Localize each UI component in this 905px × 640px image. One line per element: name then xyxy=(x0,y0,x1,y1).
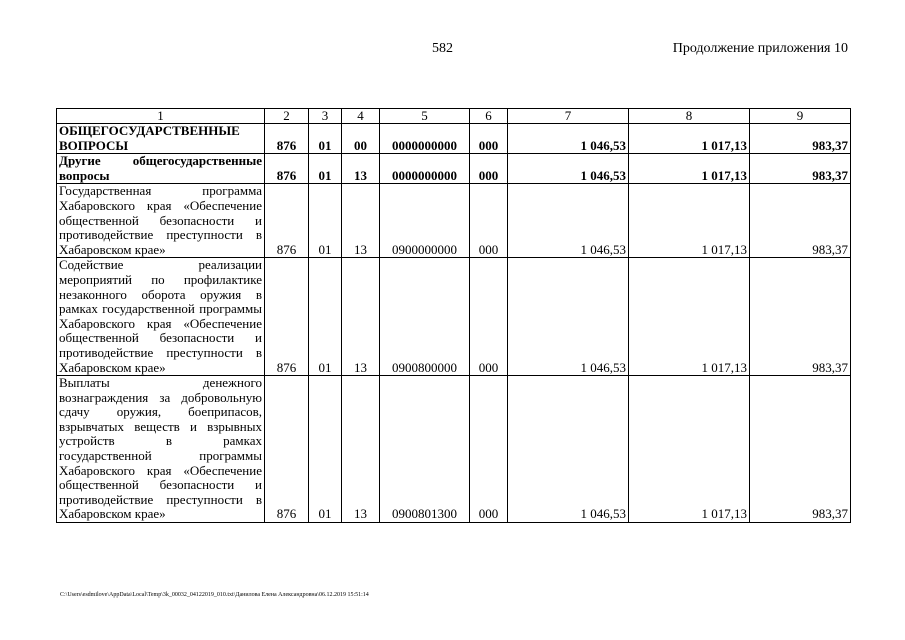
expense-type-cell: 000 xyxy=(470,154,508,184)
subsection-code-cell: 00 xyxy=(342,124,380,154)
column-number-row xyxy=(57,109,851,124)
section-code-cell: 01 xyxy=(309,258,342,376)
table-row xyxy=(57,184,851,258)
column-header: 4 xyxy=(342,109,380,124)
target-article-cell: 0000000000 xyxy=(380,124,470,154)
column-header: 8 xyxy=(629,109,750,124)
amount-year2-cell: 1 017,13 xyxy=(629,258,750,376)
column-header: 1 xyxy=(57,109,265,124)
row-name-cell: Государственная программа Хабаровского края «Обеспечение общественной безопасности и противодействие преступности в Хабаровском крае» xyxy=(57,184,265,258)
subsection-code-cell: 13 xyxy=(342,376,380,523)
column-header: 9 xyxy=(750,109,851,124)
amount-year1-cell: 1 046,53 xyxy=(508,124,629,154)
grbs-code-cell: 876 xyxy=(265,258,309,376)
budget-table xyxy=(56,108,851,523)
subsection-code-cell: 13 xyxy=(342,258,380,376)
column-header: 2 xyxy=(265,109,309,124)
grbs-code-cell: 876 xyxy=(265,376,309,523)
column-header: 5 xyxy=(380,109,470,124)
amount-year2-cell: 1 017,13 xyxy=(629,184,750,258)
table-row xyxy=(57,154,851,184)
column-header: 7 xyxy=(508,109,629,124)
grbs-code-cell: 876 xyxy=(265,124,309,154)
target-article-cell: 0900800000 xyxy=(380,258,470,376)
table-row xyxy=(57,124,851,154)
expense-type-cell: 000 xyxy=(470,258,508,376)
section-code-cell: 01 xyxy=(309,184,342,258)
amount-year2-cell: 1 017,13 xyxy=(629,376,750,523)
grbs-code-cell: 876 xyxy=(265,154,309,184)
table-row xyxy=(57,376,851,523)
amount-year3-cell: 983,37 xyxy=(750,124,851,154)
expense-type-cell: 000 xyxy=(470,184,508,258)
row-name-cell: Выплаты денежного вознаграждения за добровольную сдачу оружия, боеприпасов, взрывчатых веществ и взрывных устройств в рамках государственной программы Хабаровского края «Обеспечение общественной безопасности и противодействие преступности в Хабаровском крае» xyxy=(57,376,265,523)
expense-type-cell: 000 xyxy=(470,376,508,523)
row-name-cell: ОБЩЕГОСУДАРСТВЕННЫЕ ВОПРОСЫ xyxy=(57,124,265,154)
amount-year2-cell: 1 017,13 xyxy=(629,124,750,154)
table-row xyxy=(57,258,851,376)
grbs-code-cell: 876 xyxy=(265,184,309,258)
appendix-continuation-label: Продолжение приложения 10 xyxy=(672,41,848,56)
amount-year1-cell: 1 046,53 xyxy=(508,258,629,376)
amount-year3-cell: 983,37 xyxy=(750,376,851,523)
section-code-cell: 01 xyxy=(309,154,342,184)
amount-year2-cell: 1 017,13 xyxy=(629,154,750,184)
row-name-cell: Содействие реализации мероприятий по профилактике незаконного оборота оружия в рамках государственной программы Хабаровского края «Обеспечение общественной безопасности и противодействие преступности в Хабаровском крае» xyxy=(57,258,265,376)
amount-year3-cell: 983,37 xyxy=(750,184,851,258)
column-header: 6 xyxy=(470,109,508,124)
section-code-cell: 01 xyxy=(309,376,342,523)
subsection-code-cell: 13 xyxy=(342,154,380,184)
section-code-cell: 01 xyxy=(309,124,342,154)
amount-year1-cell: 1 046,53 xyxy=(508,184,629,258)
subsection-code-cell: 13 xyxy=(342,184,380,258)
amount-year3-cell: 983,37 xyxy=(750,154,851,184)
amount-year1-cell: 1 046,53 xyxy=(508,154,629,184)
row-name-cell: Другие общегосударственные вопросы xyxy=(57,154,265,184)
expense-type-cell: 000 xyxy=(470,124,508,154)
target-article-cell: 0900801300 xyxy=(380,376,470,523)
target-article-cell: 0900000000 xyxy=(380,184,470,258)
page-number: 582 xyxy=(432,41,453,56)
column-header: 3 xyxy=(309,109,342,124)
file-path-footer: C:\Users\esdmilove\AppData\Local\Temp\3k_00032_04122019_010.txt\Данилова Елена Александровна\06.12.2019 15:51:14 xyxy=(60,592,369,598)
amount-year1-cell: 1 046,53 xyxy=(508,376,629,523)
amount-year3-cell: 983,37 xyxy=(750,258,851,376)
target-article-cell: 0000000000 xyxy=(380,154,470,184)
